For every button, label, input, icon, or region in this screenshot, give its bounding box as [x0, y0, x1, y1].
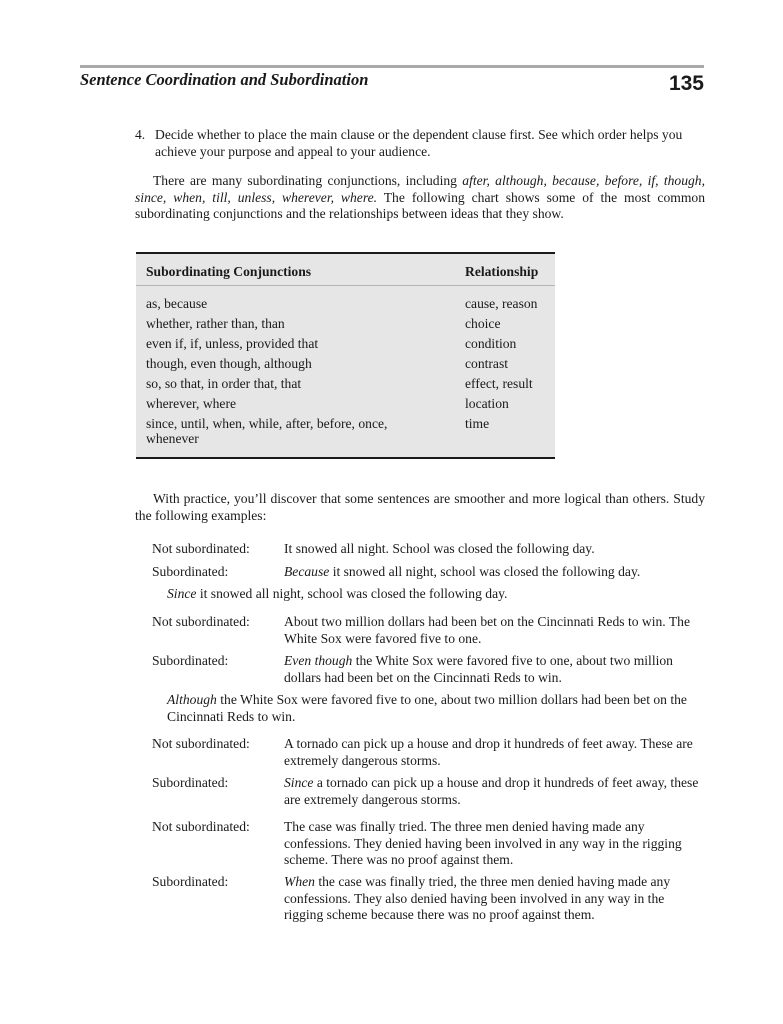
conjunction-cell: since, until, when, while, after, before, once, whenever [146, 416, 388, 446]
example-text [284, 564, 704, 581]
example-text [284, 874, 704, 924]
label-subordinated: Subordinated: [152, 653, 229, 668]
example-text [284, 775, 704, 808]
label-subordinated: Subordinated: [152, 775, 229, 790]
conjunction-word: Since [284, 775, 314, 790]
example-rest: it snowed all night, school was closed the following day. [196, 586, 508, 601]
conjunction-cell: so, so that, in order that, that [146, 376, 302, 391]
example-rest: the White Sox were favored five to one, about two million dollars had been bet on the Cincinnati Reds to win. [284, 653, 673, 685]
relationship-cell: cause, reason [465, 296, 538, 311]
example-4-subordinated [152, 874, 704, 924]
table-row [146, 316, 546, 331]
relationship-cell: effect, result [465, 376, 533, 391]
label-not-subordinated: Not subordinated: [152, 819, 250, 834]
table-rows [146, 296, 546, 451]
practice-paragraph: With practice, you’ll discover that some sentences are smoother and more logical than others. Study the following examples: [135, 491, 705, 523]
conjunction-list: after, although, because, before, if, though, since, when, till, unless, wherever, where. [135, 173, 705, 205]
label-subordinated: Subordinated: [152, 874, 229, 889]
example-text: The case was finally tried. The three men denied having made any confessions. They denied having been involved in any way in the rigging scheme. There was no proof against them. [284, 819, 682, 867]
example-4-not-subordinated [152, 819, 704, 869]
relationship-cell: condition [465, 336, 517, 351]
example-1-not-subordinated [152, 541, 704, 558]
table-row [146, 336, 546, 351]
example-rest: it snowed all night, school was closed the following day. [329, 564, 641, 579]
table-header-relationship: Relationship [465, 264, 539, 279]
example-3-not-subordinated [152, 736, 704, 769]
label-not-subordinated: Not subordinated: [152, 541, 250, 556]
conjunctions-table [136, 252, 555, 459]
intro-paragraph [135, 173, 705, 223]
table-divider [136, 285, 555, 286]
step-number: 4. [135, 127, 146, 142]
example-rest: the White Sox were favored five to one, about two million dollars had been bet on the Cincinnati Reds to win. [167, 692, 687, 724]
step-4 [135, 127, 705, 160]
conjunction-word: Since [167, 586, 197, 601]
example-rest: the case was finally tried, the three men denied having made any confessions. They also denied having been involved in any way in the rigging scheme because there was no proof against them. [284, 874, 671, 922]
example-2-not-subordinated [152, 614, 704, 647]
intro-lead: There are many subordinating conjunctions, including [153, 173, 463, 188]
example-text: A tornado can pick up a house and drop it hundreds of feet away. These are extremely dangerous storms. [284, 736, 693, 768]
example-1-subordinated [152, 564, 704, 581]
example-1-alternative [167, 586, 707, 603]
relationship-cell: time [465, 416, 490, 431]
conjunction-cell: though, even though, although [146, 356, 312, 371]
page-number: 135 [668, 72, 704, 95]
example-text: About two million dollars had been bet on the Cincinnati Reds to win. The White Sox were favored five to one. [284, 614, 690, 646]
conjunction-word: Although [167, 692, 217, 707]
label-not-subordinated: Not subordinated: [152, 614, 250, 629]
example-2-subordinated [152, 653, 704, 686]
header-rule [80, 65, 704, 68]
example-2-alternative [167, 692, 707, 725]
table-row [146, 296, 546, 311]
conjunction-word: When [284, 874, 315, 889]
example-text: It snowed all night. School was closed the following day. [284, 541, 595, 556]
conjunction-word: Even though [284, 653, 353, 668]
conjunction-cell: wherever, where [146, 396, 237, 411]
table-row [146, 416, 546, 446]
conjunction-cell: as, because [146, 296, 208, 311]
table-row [146, 396, 546, 411]
label-not-subordinated: Not subordinated: [152, 736, 250, 751]
conjunction-cell: whether, rather than, than [146, 316, 285, 331]
table-row [146, 356, 546, 371]
relationship-cell: contrast [465, 356, 509, 371]
example-text [284, 653, 704, 686]
intro-rest: The following chart shows some of the most common subordinating conjunctions and the relationships between ideas that they show. [135, 189, 705, 221]
table-header-conjunctions: Subordinating Conjunctions [146, 264, 312, 279]
relationship-cell: choice [465, 316, 501, 331]
label-subordinated: Subordinated: [152, 564, 229, 579]
example-rest: a tornado can pick up a house and drop it hundreds of feet away, these are extremely dangerous storms. [284, 775, 699, 807]
step-text: Decide whether to place the main clause or the dependent clause first. See which order helps you achieve your purpose and appeal to your audience. [155, 127, 683, 159]
relationship-cell: location [465, 396, 509, 411]
conjunction-word: Because [284, 564, 330, 579]
conjunction-cell: even if, if, unless, provided that [146, 336, 319, 351]
example-3-subordinated [152, 775, 704, 808]
table-row [146, 376, 546, 391]
running-head: Sentence Coordination and Subordination [80, 70, 369, 89]
